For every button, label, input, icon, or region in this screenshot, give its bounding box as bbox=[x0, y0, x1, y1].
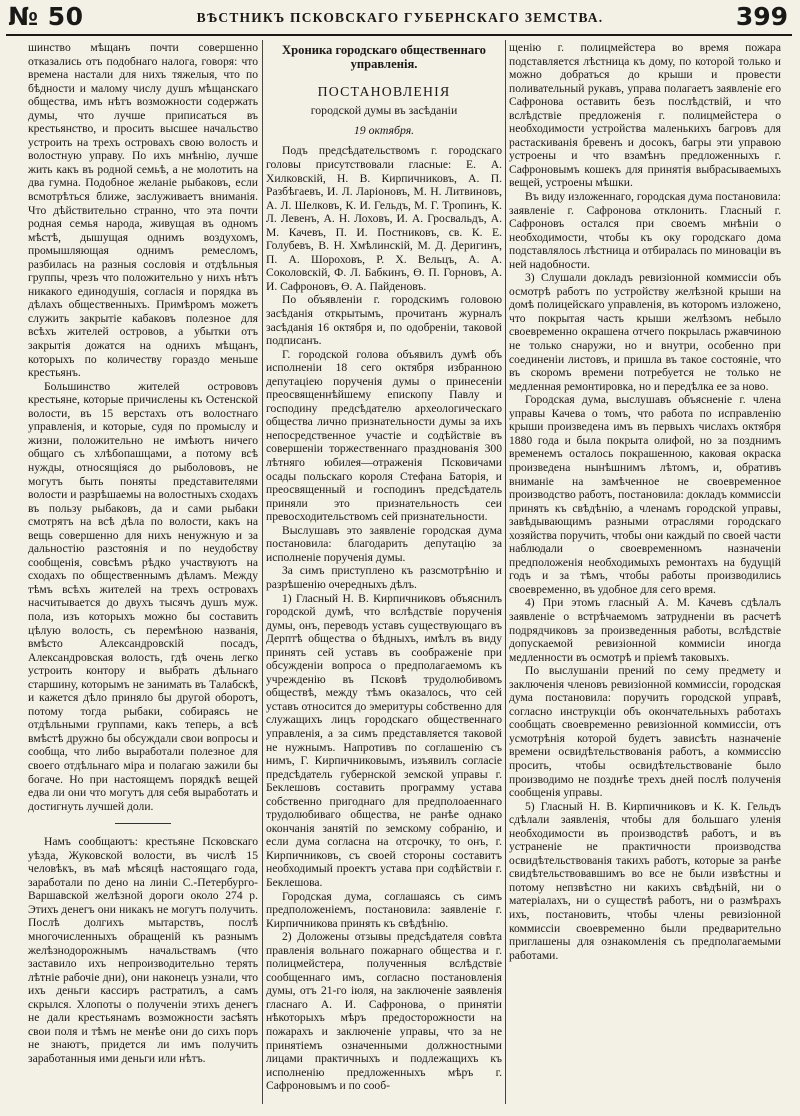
issue-number: № 50 bbox=[8, 2, 84, 31]
paragraph: 3) Слушали докладъ ревизіонной коммиссіи объ осмотрѣ работъ по устройству желѣзной крыши на домѣ полицейскаго управленія, въ которомъ изложено, что покрытая часть крыши желѣзомъ небыло своевременно окрашена отчего покрылась ржавчиною не только снаружи, но и внутри, особенно при соединеніи листовъ, и пришла въ такое состояніе, что въ скоромъ времени потребуется не только не медленная ремонтировка, но и передѣлка ее за ново. bbox=[509, 271, 781, 393]
page-number: 399 bbox=[735, 2, 788, 31]
paragraph: 4) При этомъ гласный А. М. Качевъ сдѣлалъ заявленіе о встрѣчаемомъ затрудненіи въ расчетѣ подрядчиковъ за произведенныя работы, вслѣдствіе допускаемой ревизіонной коммисіи иногда медленности въ осмотрѣ и пріемѣ таковыхъ. bbox=[509, 596, 781, 664]
header-rule bbox=[6, 34, 792, 36]
paragraph: За симъ приступлено къ разсмотрѣнію и разрѣшенію очередныхъ дѣлъ. bbox=[266, 564, 502, 591]
paragraph: 1) Гласный Н. В. Кирпичниковъ объяснилъ городской думѣ, что вслѣдствіе порученія думы, онъ, переводъ уставъ существующаго въ Дерптѣ общества о бѣдныхъ, имѣлъ въ виду принять сей уставъ въ соображеніе при обсужденіи вопроса о предполагаемомъ къ учрежденію въ Псковѣ трудолюбивомъ обществѣ, между тѣмъ оказалось, что сей уставъ относится до эмеритуры собственно для служащихъ лицъ городскаго общественнаго управленія, а за симъ представляется таковой не нужнымъ. Напротивъ по соглашенію съ нимъ, Г. Кирпичниковымъ, изъявилъ согласіе предсѣдатель губернской земской управы г. Беклешовъ составить программу устава собственно пригоднаго для предполоаеннаго трудолюбиваго общества, не ранѣе однако окончанія занятій по земскому собранію, и если дума согласна на отсрочку, то онъ, г. Кирпичниковъ, съ своей стороны составитъ необходимый проектъ устава при содѣйствіи г. Беклешова. bbox=[266, 591, 502, 889]
column-divider-right bbox=[505, 40, 506, 1104]
paragraph: По объявленіи г. городскимъ головою засѣданія открытымъ, прочитанъ журналъ засѣданія 16 октября и, по одобреніи, таковой подписанъ. bbox=[266, 293, 502, 348]
section-heading: Хроника городскаго общественнаго управленія. bbox=[282, 43, 486, 72]
paragraph: Г. городской голова объявилъ думѣ объ исполненіи 18 сего октября избранною депутаціею порученія думы о принесеніи преосвященнѣйшему епископу Павлу и господину предсѣдателю археологическаго общества лично признательности думы за ихъ непосредственное участіе и содѣйствіе въ совершеніи торжественнаго празднованія 300 лѣтняго юбилея—отраженія Псковичами осады польскаго короля Стефана Баторія, и преосвященный и господинъ предсѣдатель приняли это признательность сеи превосходительствомъ сей признательности. bbox=[266, 347, 502, 524]
column-middle bbox=[266, 41, 502, 1107]
journal-title: ВѢСТНИКЪ ПСКОВСКАГО ГУБЕРНСКАГО ЗЕМСТВА. bbox=[196, 10, 604, 25]
page-header bbox=[0, 0, 800, 36]
section-divider bbox=[115, 823, 171, 824]
paragraph: По выслушаніи прений по сему предмету и заключенія членовъ ревизіонной коммиссіи, городская дума постановила: поручить городской управѣ, согласно инструкціи объ окончательныхъ работахъ сообщать своевременно ревизіонной коммиссіи, отъ усмотрѣнія которой будетъ зависѣть назначеніе времени освидѣтельствованія работъ, а коммиссію просить, чтобы освидѣтельствованіе было производимо не позднѣе трехъ дней послѣ полученія сообщенія управы. bbox=[509, 664, 781, 800]
paragraph: 5) Гласный Н. В. Кирпичниковъ и К. К. Гельдъ сдѣлали заявленія, чтобы для большаго уленія необходимости въ производствѣ работъ, и въ устраненіе не практичности производства освидѣтельствованія такихъ работъ, которые за ранѣе свидѣтельствовавшимъ во все не были извѣстны и потому непзвѣстно ни какихъ свѣдѣній, ни о матеріалахъ, ни о существѣ работъ, ни о размѣрахъ ихъ, постановить, чтобы члены ревизіонной коммиссіи своевременно были предварительно приглашены для ознакомленія съ предполагаемыми работами. bbox=[509, 799, 781, 962]
paragraph: Въ виду изложеннаго, городская дума постановила: заявленіе г. Сафронова отклонить. Гласный г. Сафроновъ остался при своемъ мнѣніи о необходимости, чтобы къ оку городскаго дома подставлялось лѣстница и отбиралась по миноваціи въ ней надобности. bbox=[509, 190, 781, 271]
paragraph: Подъ предсѣдательствомъ г. городскаго головы присутствовали гласные: Е. А. Хилковскій, Н. В. Кирпичниковъ, А. П. Разбѣгаевъ, И. Л. Ларіоновъ, М. Н. Литвиновъ, А. Л. Шелковъ, К. И. Гельдъ, М. Г. Тропинъ, К. Л. Левенъ, А. Н. Лоховъ, И. А. Гросвальдъ, А. М. Качевъ, П. И. Постниковъ, св. К. Е. Голубевъ, В. Н. Хмѣлинскій, М. Д. Деригинъ, П. А. Шороховъ, Р. Х. Вельцъ, А. А. Соколовскій, Ф. Л. Бабкинъ, Ө. П. Горновъ, А. И. Сафроновъ, Ө. А. Пайденовъ. bbox=[266, 144, 502, 293]
paragraph: Городская дума, соглашаясь съ симъ предположеніемъ, постановила: заявленіе г. Кирпичникова принять къ свѣдѣнію. bbox=[266, 889, 502, 930]
paragraph: шинство мѣщанъ почти совершенно отказались отъ подобнаго налога, говоря: что времена настали для нихъ тяжелыя, что по бѣдности и малому числу душъ мѣщанскаго общества, имъ нѣтъ возможности содержать думы, что лучше приписаться въ крестьянство, и просить высшее начальство устроить на трехъ островахъ свою волость и волостную управу. По ихъ мнѣнію, лучше жить какъ въ родной семьѣ, а не молотить на два гумна. Подобное желаніе рыбаковъ, если всмотрѣться ближе, заслуживаетъ вниманія. Что дѣйствительно странно, что эта почти родная семья народа, живущая въ одномъ мѣстѣ, дышущая однимъ воздухомъ, промышляющая однимъ ремесломъ, разбилась на разныя сословія и отдѣльныя группы, чрезъ что положительно у нихъ нѣтъ никакого единодушія, согласія и порядка въ дѣлахъ общественныхъ. Примѣромъ можетъ служить закрытіе кабаковъ полезное для всѣхъ жителей островов, а убытки отъ закрытія дожатся на однихъ мѣщанъ, которыхъ по количеству гораздо меньше крестьянъ. bbox=[28, 41, 258, 380]
paragraph: Намъ сообщаютъ: крестьяне Псковскаго уѣзда, Жуковской волости, въ числѣ 15 человѣкъ, въ маѣ мѣсяцѣ настоящаго года, заработали по дено на линіи С.-Петербурго-Варшавской желѣзной дороги около 274 р. Этихъ денегъ они никакъ не могутъ получить. Послѣ долгихъ мытарствъ, послѣ многочисленныхъ обращеній къ разнымъ желѣзнодорожнымъ начальствамъ (что заставило ихъ непроизводительно терять лѣтніе рабочіе дни), они наконецъ узнали, что ихъ деньги кассиръ растратилъ, а самъ скрылся. Хлопоты о полученіи этихъ денегъ не дали крестьянамъ возможности засѣять свои поля и тѣмъ не менѣе они до сихъ поръ не знаютъ, придется ли имъ получить заработанныя ими деньги или нѣтъ. bbox=[28, 835, 258, 1065]
paragraph: щенію г. полицмейстера во время пожара подставляется лѣстница къ дому, по которой только и можно добраться до крыши и провести поливательный рукавъ, управа полагаетъ заявленіе его Сафронова оставить безъ послѣдствій, и что вслѣдствіе предложенія г. полицмейстера о необходимости устройства маленькихъ багровъ для растаскиванія бревенъ и досокъ, багры эти управою устроены и что взамѣнъ предложенныхъ г. Сафроновымъ кошекъ для принятія выбрасываемыхъ вещей, устроены мѣшки. bbox=[509, 41, 781, 190]
paragraph: Большинство жителей острововъ крестьяне, которые причислены къ Остенской волости, въ 15 верстахъ отъ волостнаго управленія, и которые, судя по промыслу и жизни, положительно не имѣютъ ничего общаго съ хлѣбопашцами, а потому всѣ нужды, относящіяся до рыболововъ, не могутъ быть поняты представителями волости и разрѣшаемы на волостныхъ сходахъ въ пользу рыбаковъ, да и сами рыбаки смотрятъ на всѣ дѣла по волости, какъ на вещь совершенно для нихъ ненужную и за дальностію разстоянія и по неудобству сообщенія, совсѣмъ рѣдко участвуютъ на сходахъ по общественнымъ дѣламъ. Между тѣмъ всѣхъ жителей на трехъ островахъ насчитывается до двухъ тысячъ душъ муж. пола, изъ которыхъ можно бы составить цѣлую волость, съ перемѣною названія, вмѣсто Александровскій посадъ, Александровская волость, гдѣ очень легко устроить контору и выбрать дѣльнаго старшину, которымъ не занимать въ Талабскѣ, и кажется дѣло приняло бы другой оборотъ, потому тогда рыбаки, собираясь не отдѣльными группами, какъ теперь, а всѣ вмѣстѣ дружно бы обсуждали свои вопросы и сообща, что либо выработали полезное для своего отдѣльнаго міра и полагаю зажили бы богаче. Но при настоящемъ порядкѣ вещей едва ли они что могутъ для себя выработать и достигнуть лучшей доли. bbox=[28, 379, 258, 813]
paragraph: Городская дума, выслушавъ объясненіе г. члена управы Качева о томъ, что работа по исправленію крыши произведена имъ въ первыхъ числахъ октября 1880 года и была покрыта олифой, но за позднимъ временемъ осталось покрашенною, каковая окраска произведена нынѣшнимъ лѣтомъ, и, обративъ вниманіе на замѣченное не своевременное производство работъ, постановила: докладъ коммиссіи принять къ свѣдѣнію, а членамъ городской управы, завѣдывающимъ разными отраслями городскаго хозяйства поручить, чтобы они каждый по своей части наблюдали о своевременномъ назначеніи предположенія необходимыхъ ремонтахъ на будущій годъ и за тѣмъ, чтобы работы производились своевременно, въ удобное для сего время. bbox=[509, 393, 781, 596]
decree-date: 19 октября. bbox=[353, 122, 415, 137]
decree-title: ПОСТАНОВЛЕНІЯ bbox=[317, 83, 451, 99]
paragraph: 2) Доложены отзывы предсѣдателя совѣта правленія вольнаго пожарнаго общества и г. полицмейстера, полученныя вслѣдствіе сообщеннаго имъ, согласно постановленія думы, отъ 21-го іюля, на заключеніе заявленія гласнаго А. И. Сафронова, о принятіи нѣкоторыхъ мѣръ предосторожности на пожарахъ и заключеніе управы, что за не принятіемъ означенными должностными лицами практичныхъ и подлежащихъ къ исполненію предложенныхъ мѣръ г. Сафроновымъ и по сооб- bbox=[266, 930, 502, 1093]
paragraph: Выслушавъ это заявленіе городская дума постановила: благодарить депутацію за исполненіе порученія думы. bbox=[266, 523, 502, 564]
decree-subtitle: городской думы въ засѣданіи bbox=[310, 103, 458, 118]
column-left bbox=[28, 41, 258, 1107]
column-right bbox=[509, 41, 781, 1107]
column-divider-left bbox=[262, 40, 263, 1104]
